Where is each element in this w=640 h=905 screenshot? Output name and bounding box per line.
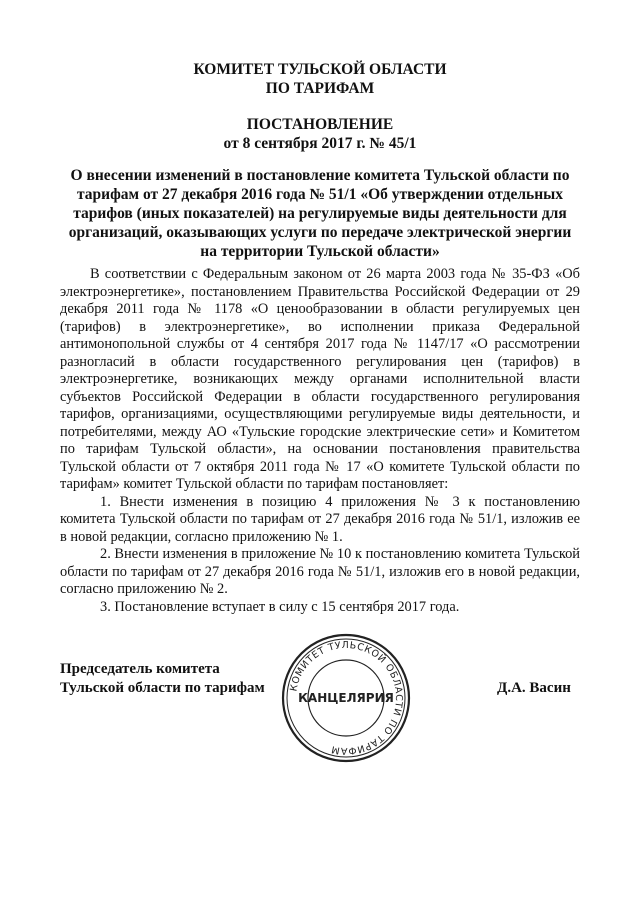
signatory-name: Д.А. Васин — [497, 680, 571, 696]
stamp-seal-graphic — [280, 632, 412, 764]
document-date-number: от 8 сентября 2017 г. № 45/1 — [223, 135, 417, 152]
signatory-title-line2: Тульской области по тарифам — [60, 680, 265, 696]
resolution-item-1: 1. Внести изменения в позицию 4 приложения № 3 к постановлению комитета Тульской области по тарифам от 27 декабря 2016 года № 51/1, изложив ее в новой редакции, согласно приложению № 1. — [60, 493, 580, 545]
stamp-center-text: КАНЦЕЛЯРИЯ — [298, 691, 394, 705]
org-name-line2: ПО ТАРИФАМ — [265, 80, 375, 97]
document-subject: О внесении изменений в постановление комитета Тульской области по тарифам от 27 декабря 2016 года № 51/1 «Об утверждении отдельных тарифов (иных показателей) на регулируемые виды деятельности для организаций, оказывающих услуги по передаче электрической энергии на территории Тульской области» — [68, 167, 572, 260]
office-stamp — [280, 632, 412, 764]
organization-header — [0, 60, 640, 98]
resolution-item-3: 3. Постановление вступает в силу с 15 сентября 2017 года. — [100, 598, 460, 615]
document-type: ПОСТАНОВЛЕНИЕ — [246, 116, 394, 133]
preamble-paragraph: В соответствии с Федеральным законом от 26 марта 2003 года № 35-ФЗ «Об электроэнергетике», постановлением Правительства Российской Федерации от 29 декабря 2011 года № 1178 «О ценообразовании в области регулируемых цен (тарифов) в электроэнергетике», во исполнении приказа Федеральной антимонопольной службы от 4 сентября 2017 года № 1147/17 «О рассмотрении разногласий в области государственного регулирования цен (тарифов) в электроэнергетике, возникающих между органами исполнительной власти субъектов Российской Федерации в области государственного регулирования тарифов, организациями, осуществляющими регулируемые виды деятельности, и потребителями, между АО «Тульские городские электрические сети» и Комитетом по тарифам Тульской области», на основании постановления правительства Тульской области от 7 октября 2011 года № 17 «О комитете Тульской области по тарифам» комитет Тульской области по тарифам постановляет: — [60, 266, 580, 492]
signatory-title — [60, 660, 265, 698]
signatory-title-line1: Председатель комитета — [60, 661, 220, 677]
stamp-ring-text: КОМИТЕТ ТУЛЬСКОЙ ОБЛАСТИ ПО ТАРИФАМ — [288, 639, 405, 757]
resolution-item-2: 2. Внести изменения в приложение № 10 к постановлению комитета Тульской области по тарифам от 27 декабря 2016 года № 51/1, изложив его в новой редакции, согласно приложению № 2. — [60, 546, 580, 597]
org-name-line1: КОМИТЕТ ТУЛЬСКОЙ ОБЛАСТИ — [193, 61, 447, 78]
document-type-header — [0, 115, 640, 153]
document-body — [60, 266, 580, 616]
